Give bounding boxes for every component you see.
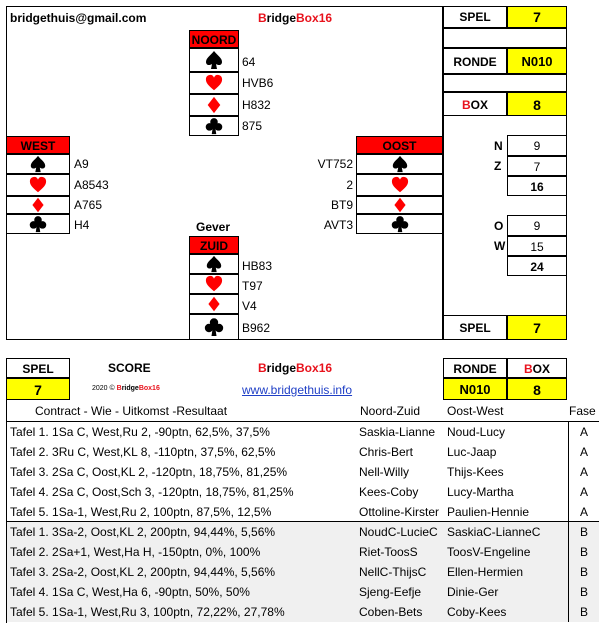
table-row xyxy=(7,482,599,502)
zuid-hearts: T97 xyxy=(242,279,263,293)
heart-icon xyxy=(356,174,443,196)
box-value: 8 xyxy=(507,92,567,116)
table-row xyxy=(7,602,599,622)
west-label: WEST xyxy=(6,136,70,154)
club-icon xyxy=(356,214,443,234)
copyright: 2020 © BridgeBox16 xyxy=(92,385,160,392)
noord-hearts: HVB6 xyxy=(242,76,274,90)
heart-icon xyxy=(6,174,70,196)
club-icon xyxy=(189,116,239,136)
zuid-spades: HB83 xyxy=(242,259,273,273)
oost-hearts: 2 xyxy=(346,178,353,192)
row-noord-zuid: Sjeng-Eefje xyxy=(359,585,422,599)
row-noord-zuid: Coben-Bets xyxy=(359,605,423,619)
noord-clubs: 875 xyxy=(242,119,263,133)
club-icon xyxy=(6,214,70,234)
diamond-icon xyxy=(189,294,239,314)
row-contract: Tafel 2. 2Sa+1, West,Ha H, -150ptn, 0%, 100% xyxy=(10,545,261,559)
header-contract: Contract - Wie - Uitkomst -Resultaat xyxy=(35,404,228,418)
row-oost-west: Noud-Lucy xyxy=(447,425,506,439)
hcp-z-value: 7 xyxy=(507,156,567,176)
row-contract: Tafel 5. 1Sa-1, West,Ru 3, 100ptn, 72,22%, 27,78% xyxy=(10,605,285,619)
brand-title: BridgeBox16 xyxy=(258,11,333,25)
results-table xyxy=(6,400,599,623)
row-fase: A xyxy=(579,445,588,459)
row-contract: Tafel 3. 2Sa-2, Oost,KL 2, 200ptn, 94,44%, 5,56% xyxy=(10,565,276,579)
email-label: bridgethuis@gmail.com xyxy=(10,11,147,25)
row-noord-zuid: Riet-ToosS xyxy=(359,545,418,559)
hcp-n-label: N xyxy=(494,139,503,153)
spade-icon xyxy=(356,154,443,174)
oost-label: OOST xyxy=(356,136,443,154)
noord-spades: 64 xyxy=(242,55,256,69)
club-icon xyxy=(189,314,239,340)
row-oost-west: ToosV-Engeline xyxy=(447,545,531,559)
spade-icon xyxy=(6,154,70,174)
row-oost-west: Thijs-Kees xyxy=(447,465,504,479)
diamond-icon xyxy=(356,196,443,214)
hcp-nz-total: 16 xyxy=(507,176,567,196)
score-box-label: BOX xyxy=(507,358,567,378)
score-title: SCORE xyxy=(108,361,151,375)
west-spades: A9 xyxy=(74,157,89,171)
table-row xyxy=(7,562,599,582)
table-row xyxy=(7,542,599,562)
row-noord-zuid: NellC-ThijsC xyxy=(359,565,427,579)
score-ronde-label: RONDE xyxy=(443,358,507,378)
spade-icon xyxy=(189,48,239,72)
table-row xyxy=(7,582,599,602)
score-spel-value: 7 xyxy=(6,378,70,400)
row-noord-zuid: NoudC-LucieC xyxy=(359,525,438,539)
row-noord-zuid: Kees-Coby xyxy=(359,485,419,499)
dealer-label: Gever xyxy=(196,220,231,234)
diamond-icon xyxy=(6,196,70,214)
row-oost-west: SaskiaC-LianneC xyxy=(447,525,541,539)
spel-label: SPEL xyxy=(443,6,507,28)
row-fase: B xyxy=(579,565,588,579)
row-oost-west: Lucy-Martha xyxy=(447,485,514,499)
oost-spades: VT752 xyxy=(317,157,353,171)
west-clubs: H4 xyxy=(74,218,90,232)
heart-icon xyxy=(189,72,239,94)
row-contract: Tafel 1. 3Sa-2, Oost,KL 2, 200ptn, 94,44%, 5,56% xyxy=(10,525,276,539)
row-fase: B xyxy=(579,605,588,619)
row-oost-west: Dinie-Ger xyxy=(447,585,499,599)
row-contract: Tafel 5. 1Sa-1, West,Ru 2, 100ptn, 87,5%, 12,5% xyxy=(10,505,272,519)
row-fase: A xyxy=(579,425,588,439)
zuid-diamonds: V4 xyxy=(242,299,257,313)
row-noord-zuid: Saskia-Lianne xyxy=(359,425,436,439)
ronde-label: RONDE xyxy=(443,48,507,74)
row-fase: A xyxy=(579,485,588,499)
spel-value: 7 xyxy=(507,6,567,28)
zuid-clubs: B962 xyxy=(242,321,271,335)
oost-diamonds: BT9 xyxy=(330,198,353,212)
hcp-z-label: Z xyxy=(494,159,502,173)
ronde-spacer xyxy=(443,74,567,92)
spel-spacer xyxy=(443,28,567,48)
row-fase: A xyxy=(579,465,588,479)
row-fase: B xyxy=(579,585,588,599)
row-contract: Tafel 1. 1Sa C, West,Ru 2, -90ptn, 62,5%, 37,5% xyxy=(10,425,270,439)
oost-clubs: AVT3 xyxy=(323,218,353,232)
score-box-value: 8 xyxy=(507,378,567,400)
header-nz: Noord-Zuid xyxy=(360,404,421,418)
score-spel-label: SPEL xyxy=(6,358,70,378)
noord-diamonds: H832 xyxy=(242,98,271,112)
table-row xyxy=(7,502,599,522)
west-hearts: A8543 xyxy=(74,178,109,192)
noord-label: NOORD xyxy=(189,30,239,48)
row-oost-west: Luc-Jaap xyxy=(447,445,497,459)
spel-value-bottom: 7 xyxy=(507,315,567,340)
row-contract: Tafel 2. 3Ru C, West,KL 8, -110ptn, 37,5%, 62,5% xyxy=(10,445,276,459)
hcp-ow-total: 24 xyxy=(507,256,567,276)
spade-icon xyxy=(189,254,239,274)
hcp-n-value: 9 xyxy=(507,135,567,156)
box-label: BOX xyxy=(443,92,507,116)
diamond-icon xyxy=(189,94,239,116)
row-oost-west: Ellen-Hermien xyxy=(447,565,524,579)
table-row xyxy=(7,422,599,442)
spel-label-bottom: SPEL xyxy=(443,315,507,340)
west-diamonds: A765 xyxy=(74,198,103,212)
row-contract: Tafel 3. 2Sa C, Oost,KL 2, -120ptn, 18,75%, 81,25% xyxy=(10,465,288,479)
table-row xyxy=(7,462,599,482)
hcp-o-value: 9 xyxy=(507,215,567,236)
hcp-w-label: W xyxy=(494,239,506,253)
ronde-value: N010 xyxy=(507,48,567,74)
heart-icon xyxy=(189,274,239,294)
row-fase: A xyxy=(579,505,588,519)
table-row xyxy=(7,442,599,462)
hcp-o-label: O xyxy=(494,219,504,233)
row-oost-west: Coby-Kees xyxy=(447,605,507,619)
row-noord-zuid: Chris-Bert xyxy=(359,445,414,459)
score-ronde-value: N010 xyxy=(443,378,507,400)
header-ow: Oost-West xyxy=(447,404,504,418)
row-fase: B xyxy=(579,525,588,539)
hcp-w-value: 15 xyxy=(507,236,567,256)
row-noord-zuid: Nell-Willy xyxy=(359,465,409,479)
zuid-label: ZUID xyxy=(189,236,239,254)
row-fase: B xyxy=(579,545,588,559)
row-contract: Tafel 4. 2Sa C, Oost,Sch 3, -120ptn, 18,75%, 81,25% xyxy=(10,485,294,499)
website-link[interactable]: www.bridgethuis.info xyxy=(242,383,353,397)
row-contract: Tafel 4. 1Sa C, West,Ha 6, -90ptn, 50%, 50% xyxy=(10,585,250,599)
score-brand: BridgeBox16 xyxy=(258,361,333,375)
header-fase: Fase xyxy=(569,404,596,418)
table-row xyxy=(7,522,599,542)
row-noord-zuid: Ottoline-Kirster xyxy=(359,505,440,519)
row-oost-west: Paulien-Hennie xyxy=(447,505,530,519)
